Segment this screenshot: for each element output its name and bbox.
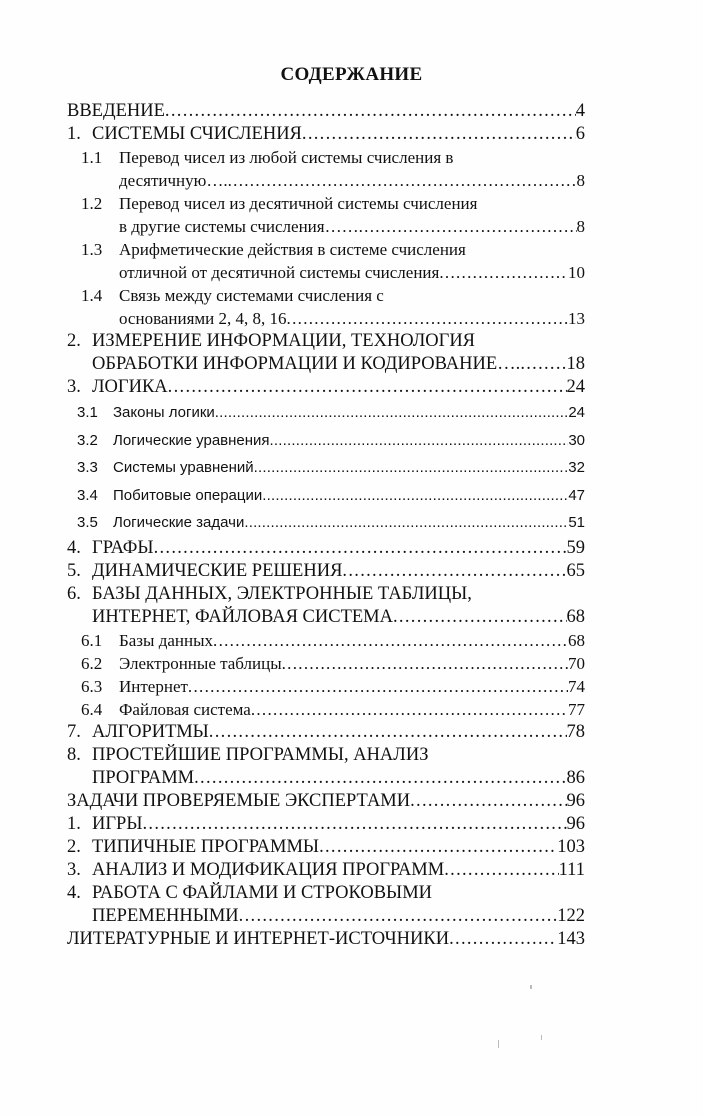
page-title: СОДЕРЖАНИЕ xyxy=(280,64,423,85)
toc-line xyxy=(67,482,585,510)
toc-entry-title: ВВЕДЕНИЕ xyxy=(67,101,165,121)
toc-line xyxy=(67,169,585,192)
toc-entry[interactable] xyxy=(67,146,585,192)
toc-line xyxy=(67,675,585,698)
dot-leader xyxy=(209,721,567,744)
dot-leader xyxy=(254,454,564,482)
toc-line xyxy=(67,215,585,238)
dot-leader xyxy=(444,859,558,882)
toc-page-number: 8 xyxy=(576,217,585,236)
toc-page-number: 86 xyxy=(566,767,585,788)
dot-leader xyxy=(520,353,566,376)
toc-entry[interactable] xyxy=(67,721,585,744)
toc-entry-number: 3.5 xyxy=(77,514,98,531)
toc-entry[interactable] xyxy=(67,238,585,284)
toc-page-number: .32 xyxy=(564,459,585,476)
scan-speck xyxy=(530,985,532,989)
dot-leader xyxy=(270,427,569,455)
dot-leader xyxy=(282,652,568,675)
toc-entry[interactable] xyxy=(67,836,585,859)
toc-entry[interactable] xyxy=(67,482,585,510)
toc-line xyxy=(67,928,585,951)
toc-entry-title: АНАЛИЗ И МОДИФИКАЦИЯ ПРОГРАММ xyxy=(92,859,445,880)
toc-line xyxy=(67,509,585,537)
toc-entry-number: 8. xyxy=(67,744,81,765)
toc-entry-title: АЛГОРИТМЫ xyxy=(92,721,209,742)
toc-entry-title: в другие системы счисления…… xyxy=(119,217,359,236)
toc-entry-title: Перевод чисел из десятичной системы счисления xyxy=(119,194,478,213)
toc-entry-title: Логические задачи xyxy=(113,514,245,531)
toc-page-number: 30 xyxy=(568,431,585,449)
toc-entry-number: 3.1 xyxy=(77,404,98,421)
dot-leader xyxy=(215,399,569,427)
toc-page-number: 47 xyxy=(568,486,585,504)
dot-leader xyxy=(410,790,566,813)
toc-page-number: 6 xyxy=(575,124,585,144)
toc-entry-title: Файловая система xyxy=(119,699,251,719)
dot-leader xyxy=(439,261,568,284)
scan-speck xyxy=(498,1040,499,1048)
toc-page-number: 122 xyxy=(557,905,585,926)
dot-leader xyxy=(359,215,577,238)
toc-page-number: 24 xyxy=(566,377,585,397)
toc-entry-number: 6.2 xyxy=(81,653,103,673)
toc-entry[interactable] xyxy=(67,652,585,675)
toc-entry-number: 1. xyxy=(67,124,81,144)
toc-page-number: 13 xyxy=(568,309,585,328)
toc-entry-title: РАБОТА С ФАЙЛАМИ И СТРОКОВЫМИ xyxy=(92,882,433,903)
toc-page-number: 68 xyxy=(566,606,585,627)
toc-page-number: 24 xyxy=(568,404,585,421)
toc-line xyxy=(67,376,585,399)
toc-entry-title: СИСТЕМЫ СЧИСЛЕНИЯ xyxy=(92,124,302,144)
dot-leader xyxy=(244,509,568,537)
toc-entry-number: 2. xyxy=(67,836,81,857)
toc-line xyxy=(67,353,585,376)
toc-entry-title: Перевод чисел из любой системы счисления в xyxy=(119,148,454,167)
toc-entry-number: 6.3 xyxy=(81,676,103,696)
dot-leader xyxy=(213,629,568,652)
toc-entry-number: 4. xyxy=(67,537,81,558)
toc-entry-number: 1. xyxy=(67,813,81,834)
toc-page-number: 10 xyxy=(568,263,585,282)
dot-leader xyxy=(188,675,568,698)
toc-entry-number: 1.1 xyxy=(81,148,103,167)
toc-entry[interactable] xyxy=(67,123,585,146)
toc-line xyxy=(67,652,585,675)
dot-leader xyxy=(239,905,558,928)
toc-entry-title: ЛИТЕРАТУРНЫЕ И ИНТЕРНЕТ-ИСТОЧНИКИ xyxy=(67,928,450,949)
toc-entry-title: Законы логики xyxy=(113,404,215,421)
toc-page-number: 68 xyxy=(568,630,585,650)
toc-entry-number: 5. xyxy=(67,560,81,581)
toc-entry-number: 3. xyxy=(67,859,81,880)
scan-speck xyxy=(541,1035,542,1040)
dot-leader xyxy=(194,767,566,790)
toc-entry-title: Побитовые операции xyxy=(113,486,263,504)
toc-entry-title: ОБРАБОТКИ ИНФОРМАЦИИ И КОДИРОВАНИЕ…. xyxy=(92,354,521,374)
toc-entry-title: ИГРЫ xyxy=(92,813,143,834)
toc-page-number: 143 xyxy=(557,928,585,949)
toc-entry[interactable] xyxy=(67,330,585,376)
toc-entry[interactable] xyxy=(67,882,585,928)
toc-entry[interactable] xyxy=(67,629,585,652)
toc-entry-title: ИЗМЕРЕНИЕ ИНФОРМАЦИИ, ТЕХНОЛОГИЯ xyxy=(92,331,476,351)
dot-leader xyxy=(449,928,557,951)
toc-page-number: 4 xyxy=(575,101,585,121)
dot-leader xyxy=(319,836,557,859)
toc-entry[interactable] xyxy=(67,509,585,537)
toc-page-number: 51 xyxy=(568,514,585,531)
toc-entry-number: 7. xyxy=(67,721,81,742)
toc-entry-number: 1.4 xyxy=(81,286,103,305)
toc-page-number: 96 xyxy=(566,790,585,811)
toc-line xyxy=(67,307,585,330)
toc-line xyxy=(67,882,585,905)
toc-entry-number: 3.3 xyxy=(77,459,98,476)
toc-entry-number: 3. xyxy=(67,377,81,397)
toc-entry-title: Базы данных xyxy=(119,630,214,650)
toc-line xyxy=(67,537,585,560)
toc-entry-number: 4. xyxy=(67,882,81,903)
toc-entry-number: 6.1 xyxy=(81,630,103,650)
toc-line xyxy=(67,427,585,455)
toc-entry[interactable] xyxy=(67,744,585,790)
toc-page-number: 18 xyxy=(566,354,585,374)
toc-line xyxy=(67,721,585,744)
toc-entry-title: ПРОГРАММ xyxy=(92,767,195,788)
dot-leader xyxy=(393,606,567,629)
toc-line xyxy=(67,767,585,790)
toc-line xyxy=(67,813,585,836)
toc-entry-number: 3.4 xyxy=(77,486,98,504)
toc-page-number: 8 xyxy=(576,171,585,190)
toc-entry-title: ПРОСТЕЙШИЕ ПРОГРАММЫ, АНАЛИЗ xyxy=(92,744,429,765)
toc-entry[interactable] xyxy=(67,790,585,813)
toc-line xyxy=(67,790,585,813)
toc-entry-title: БАЗЫ ДАННЫХ, ЭЛЕКТРОННЫЕ ТАБЛИЦЫ, xyxy=(92,583,472,604)
toc-line xyxy=(67,606,585,629)
toc-entry[interactable] xyxy=(67,859,585,882)
toc-line xyxy=(67,836,585,859)
toc-line xyxy=(67,583,585,606)
toc-line xyxy=(67,859,585,882)
toc-entry[interactable] xyxy=(67,284,585,330)
toc-entry[interactable] xyxy=(67,192,585,238)
toc-entry-number: 6. xyxy=(67,583,81,604)
toc-line xyxy=(67,744,585,767)
toc-line xyxy=(67,629,585,652)
dot-leader xyxy=(168,376,567,399)
toc-entry-title: ТИПИЧНЫЕ ПРОГРАММЫ xyxy=(92,836,320,857)
toc-entry-title: Системы уравнений xyxy=(113,459,254,476)
toc-entry-number: 3.2 xyxy=(77,431,98,449)
toc-entry-title: десятичную…. xyxy=(119,171,228,190)
dot-leader xyxy=(228,169,577,192)
toc-entry[interactable] xyxy=(67,399,585,427)
toc-line xyxy=(67,100,585,123)
toc-entry[interactable] xyxy=(67,427,585,455)
toc-line xyxy=(67,261,585,284)
toc-line xyxy=(67,905,585,928)
dot-leader xyxy=(287,307,568,330)
dot-leader xyxy=(342,560,566,583)
dot-leader xyxy=(165,100,576,123)
toc-entry[interactable] xyxy=(67,698,585,721)
toc-entry[interactable] xyxy=(67,560,585,583)
toc-entry[interactable] xyxy=(67,928,585,951)
toc-page-number: 77 xyxy=(568,699,585,719)
dot-leader xyxy=(142,813,566,836)
toc-entry-title: отличной от десятичной системы счисления xyxy=(119,263,440,282)
toc-entry-title: основаниями 2, 4, 8, 16 xyxy=(119,309,287,328)
toc-entry-title: Логические уравнения xyxy=(113,431,270,449)
toc-page-number: 74 xyxy=(568,676,585,696)
toc-page-number: 96 xyxy=(566,813,585,834)
dot-leader xyxy=(262,482,568,510)
dot-leader xyxy=(302,123,576,146)
toc-page-number: 59 xyxy=(566,537,585,558)
toc-line xyxy=(67,123,585,146)
toc-entry-number: 2. xyxy=(67,331,81,351)
dot-leader xyxy=(154,537,567,560)
toc-entry-title: ДИНАМИЧЕСКИЕ РЕШЕНИЯ xyxy=(92,560,343,581)
toc-entry-title: Связь между системами счисления с xyxy=(119,286,384,305)
toc-entry[interactable] xyxy=(67,675,585,698)
toc-entry-title: ЗАДАЧИ ПРОВЕРЯЕМЫЕ ЭКСПЕРТАМИ xyxy=(67,790,411,811)
toc-page-number: 70 xyxy=(568,653,585,673)
toc-line xyxy=(67,454,585,482)
toc-entry-title: ЛОГИКА xyxy=(92,377,168,397)
dot-leader xyxy=(251,698,568,721)
toc-entry-title: Арифметические действия в системе счисления xyxy=(119,240,466,259)
toc-line xyxy=(67,284,585,307)
toc-entry-title: ИНТЕРНЕТ, ФАЙЛОВАЯ СИСТЕМА xyxy=(92,606,393,627)
toc-entry-number: 1.2 xyxy=(81,194,103,213)
toc-entry[interactable] xyxy=(67,376,585,399)
toc-entry-title: ГРАФЫ xyxy=(92,537,154,558)
toc-page-number: 111 xyxy=(558,859,585,880)
toc-page-number: 78 xyxy=(566,721,585,742)
table-of-contents xyxy=(67,100,585,951)
toc-entry[interactable] xyxy=(67,100,585,123)
toc-line xyxy=(67,399,585,427)
toc-entry[interactable] xyxy=(67,537,585,560)
toc-line xyxy=(67,560,585,583)
toc-entry[interactable] xyxy=(67,583,585,629)
toc-entry-title: Электронные таблицы xyxy=(119,653,282,673)
toc-entry[interactable] xyxy=(67,813,585,836)
toc-entry-title: Интернет xyxy=(119,676,188,696)
toc-page-number: 103 xyxy=(557,836,585,857)
toc-line xyxy=(67,146,585,169)
toc-line xyxy=(67,698,585,721)
toc-line xyxy=(67,238,585,261)
toc-entry-number: 1.3 xyxy=(81,240,103,259)
toc-entry-number: 6.4 xyxy=(81,699,103,719)
toc-page-number: 65 xyxy=(566,560,585,581)
toc-line xyxy=(67,192,585,215)
toc-line xyxy=(67,330,585,353)
toc-entry-title: ПЕРЕМЕННЫМИ xyxy=(92,905,239,926)
toc-entry[interactable] xyxy=(67,454,585,482)
